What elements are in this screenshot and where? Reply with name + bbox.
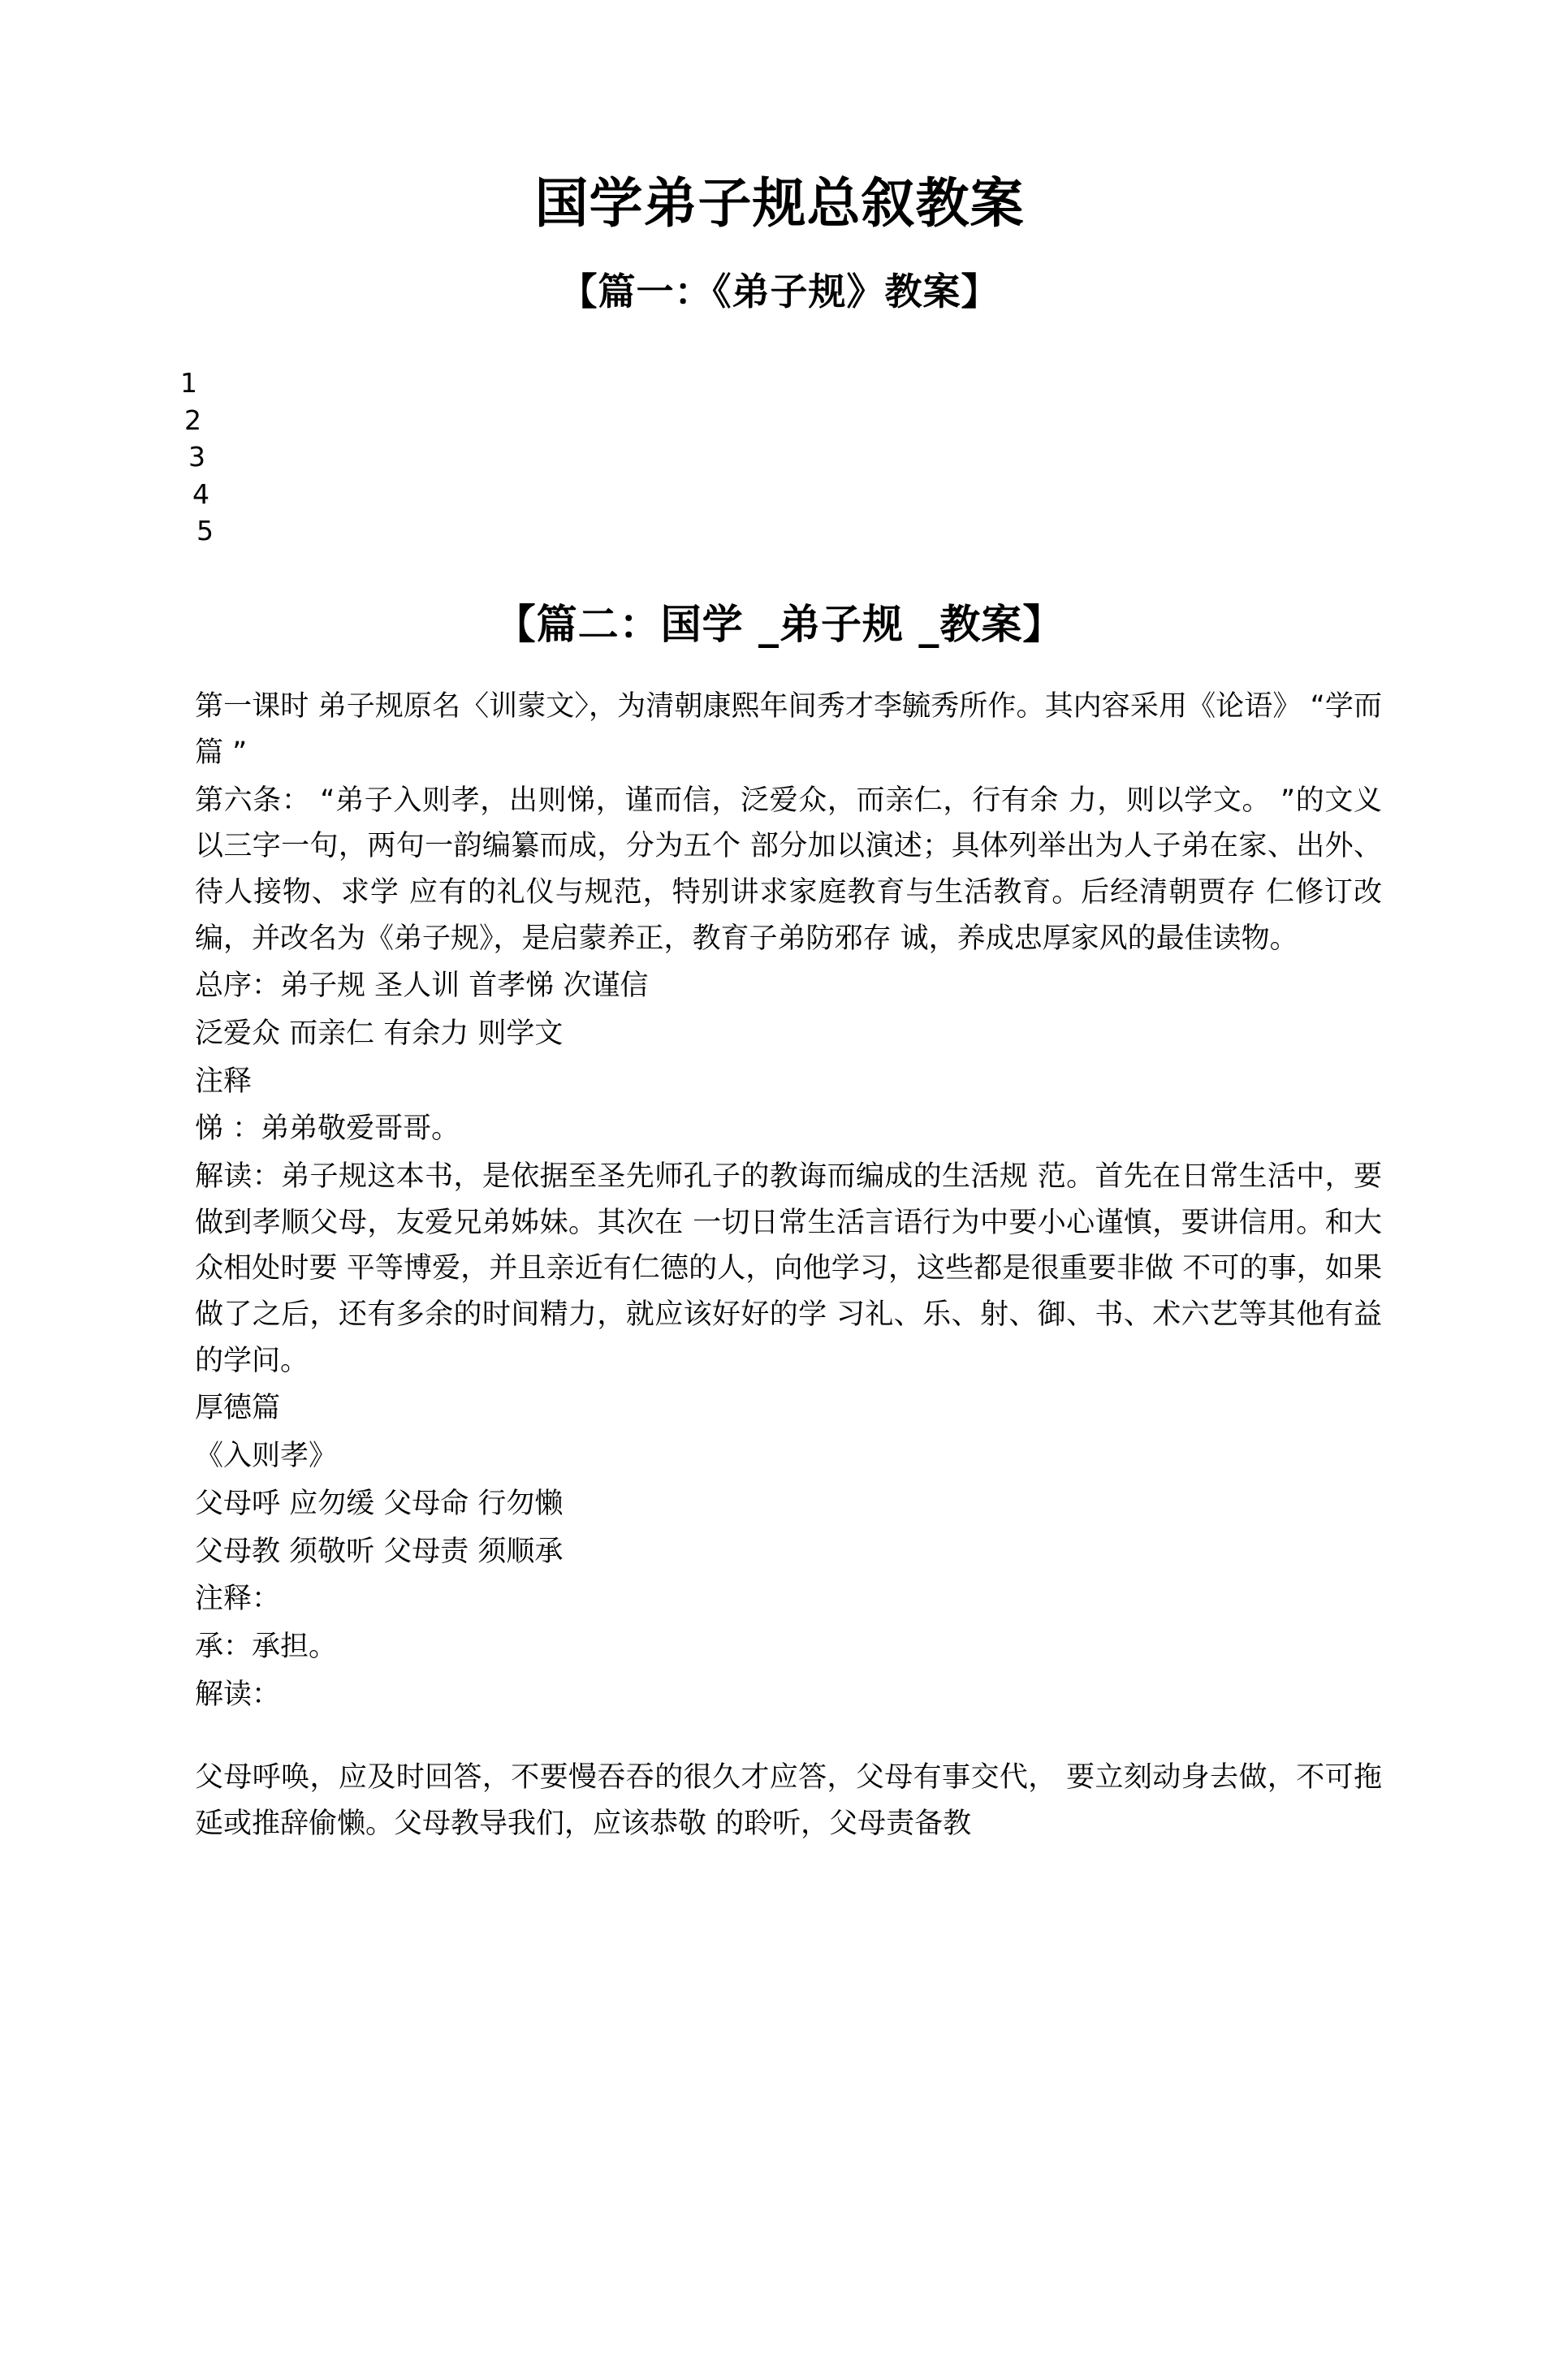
paragraph: 父母呼唤，应及时回答，不要慢吞吞的很久才应答，父母有事交代， 要立刻动身去做，不可拖延或推辞偷懒。父母教导我们，应该恭敬 的聆听，父母责备教 [195,1761,1382,1840]
list-item: 2 [184,404,201,436]
document-body [180,684,1382,1847]
paragraph: 泛爱众 而亲仁 有余力 则学文 [195,1017,564,1050]
list-item: 4 [192,477,209,510]
document-subtitle: 【篇一：《弟子规》教案】 [559,269,1000,313]
paragraph: 解读： [195,1678,281,1711]
paragraph: 《入则孝》 [195,1440,338,1473]
paragraph: 承：承担。 [195,1630,338,1663]
section-heading: 【篇二：国学 _弟子规 _教案】 [494,600,1065,648]
paragraph: 注释 [195,1065,253,1098]
paragraph: 父母教 须敬听 父母责 须顺承 [195,1535,564,1568]
paragraph: 悌 ：弟弟敬爱哥哥。 [195,1112,460,1146]
numbered-list [0,365,1559,550]
paragraph: 解读：弟子规这本书，是依据至圣先师孔子的教诲而编成的生活规 范。首先在日常生活中，要做到孝顺父母，友爱兄弟姊妹。其次在 一切日常生活言语行为中要小心谨慎，要讲信用。和大众相处时要 平等博爱，并且亲近有仁德的人，向他学习，这些都是很重要非做 不可的事，如果做了之后，还有多余的时间精力，就应该好好的学 习礼、乐、射、御、书、术六艺等其他有益的学问。 [195,1160,1382,1377]
list-item: 3 [188,441,205,473]
paragraph: 第六条： “弟子入则孝，出则悌，谨而信，泛爱众，而亲仁，行有余 力，则以学文。 ”的文义以三字一句，两句一韵编纂而成，分为五个 部分加以演述；具体列举出为人子弟在家、出外、待人接物、求学 应有的礼仪与规范，特别讲求家庭教育与生活教育。后经清朝贾存 仁修订改编，并改名为《弟子规》，是启蒙养正，教育子弟防邪存 诚，养成忠厚家风的最佳读物。 [195,784,1382,955]
list-item: 1 [180,367,197,399]
paragraph: 总序：弟子规 圣人训 首孝悌 次谨信 [195,970,649,1003]
paragraph: 注释： [195,1583,281,1616]
paragraph: 第一课时 弟子规原名〈训蒙文〉，为清朝康熙年间秀才李毓秀所作。其内容采用《论语》 “学而篇 ” [195,690,1382,769]
document-page [0,172,1559,2380]
list-item: 5 [196,515,214,547]
paragraph: 父母呼 应勿缓 父母命 行勿懒 [195,1487,564,1520]
paragraph: 厚德篇 [195,1392,281,1425]
page-title: 国学弟子规总叙教案 [534,172,1025,235]
